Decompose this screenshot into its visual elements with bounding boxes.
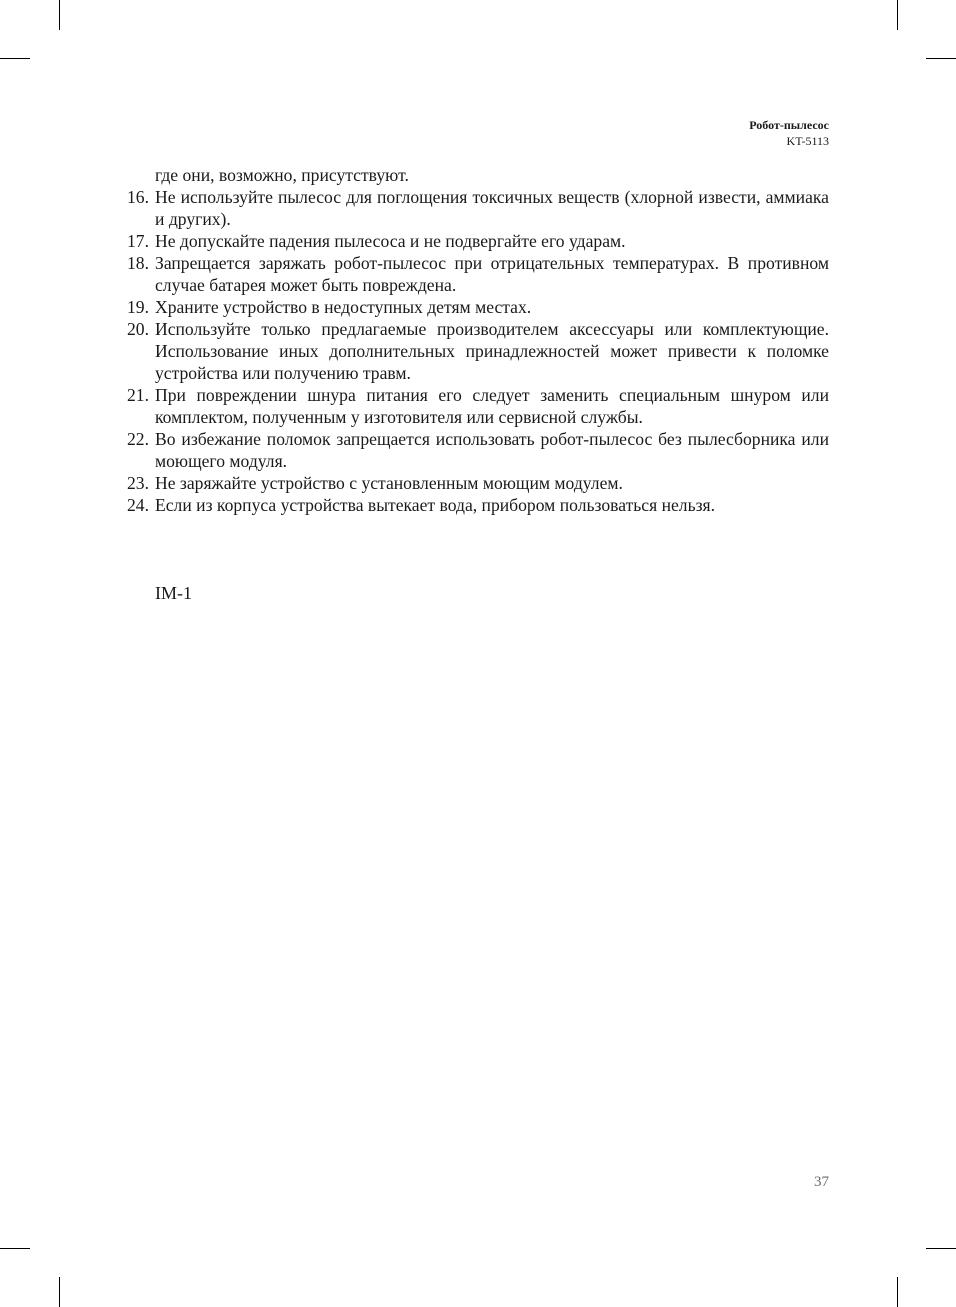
crop-mark xyxy=(59,0,60,30)
crop-mark xyxy=(926,1248,956,1249)
item-text: Не заряжайте устройство с установленным моющим модулем. xyxy=(155,473,623,493)
item-text: Если из корпуса устройства вытекает вода, прибором пользоваться нельзя. xyxy=(155,495,716,515)
list-item xyxy=(127,318,829,384)
list-item xyxy=(127,384,829,428)
header-title: Робот-пылесос xyxy=(749,118,829,132)
item-number: 22. xyxy=(127,429,149,449)
item-text: Не допускайте падения пылесоса и не подвергайте его ударам. xyxy=(155,231,626,251)
list-item xyxy=(127,186,829,230)
item-text: Запрещается заряжать робот-пылесос при отрицательных температурах. В противном случае батарея может быть повреждена. xyxy=(155,253,829,295)
continuation-text: где они, возможно, присутствуют. xyxy=(155,165,409,185)
item-text: Используйте только предлагаемые производителем аксессуары или комплектующие. Использование иных дополнительных принадлежностей может привести к поломке устройства или получению травм. xyxy=(155,319,829,383)
list-item xyxy=(127,428,829,472)
list-item xyxy=(127,296,829,318)
document-code: IM-1 xyxy=(155,583,192,603)
list-item xyxy=(127,472,829,494)
crop-mark xyxy=(926,58,956,59)
item-text: Храните устройство в недоступных детям местах. xyxy=(155,297,532,317)
item-number: 17. xyxy=(127,231,149,251)
header-model: KT-5113 xyxy=(786,134,829,148)
crop-mark xyxy=(59,1277,60,1307)
running-header xyxy=(749,117,829,149)
item-number: 20. xyxy=(127,319,149,339)
list-item xyxy=(127,494,829,516)
item-number: 18. xyxy=(127,253,149,273)
crop-mark xyxy=(897,0,898,30)
crop-mark xyxy=(897,1277,898,1307)
item-number: 24. xyxy=(127,495,149,515)
safety-list xyxy=(127,164,829,516)
item-number: 21. xyxy=(127,385,149,405)
list-item xyxy=(127,252,829,296)
crop-mark xyxy=(0,58,30,59)
item-text: Не используйте пылесос для поглощения токсичных веществ (хлорной извести, аммиака и других). xyxy=(155,187,829,229)
item-number: 16. xyxy=(127,187,149,207)
page-number: 37 xyxy=(814,1174,829,1190)
item-text: Во избежание поломок запрещается использовать робот-пылесос без пылесборника или моющего модуля. xyxy=(155,429,829,471)
crop-mark xyxy=(0,1248,30,1249)
list-item xyxy=(127,230,829,252)
item-number: 23. xyxy=(127,473,149,493)
item-number: 19. xyxy=(127,297,149,317)
item-text: При повреждении шнура питания его следует заменить специальным шнуром или комплектом, полученным у изготовителя или сервисной службы. xyxy=(155,385,829,427)
